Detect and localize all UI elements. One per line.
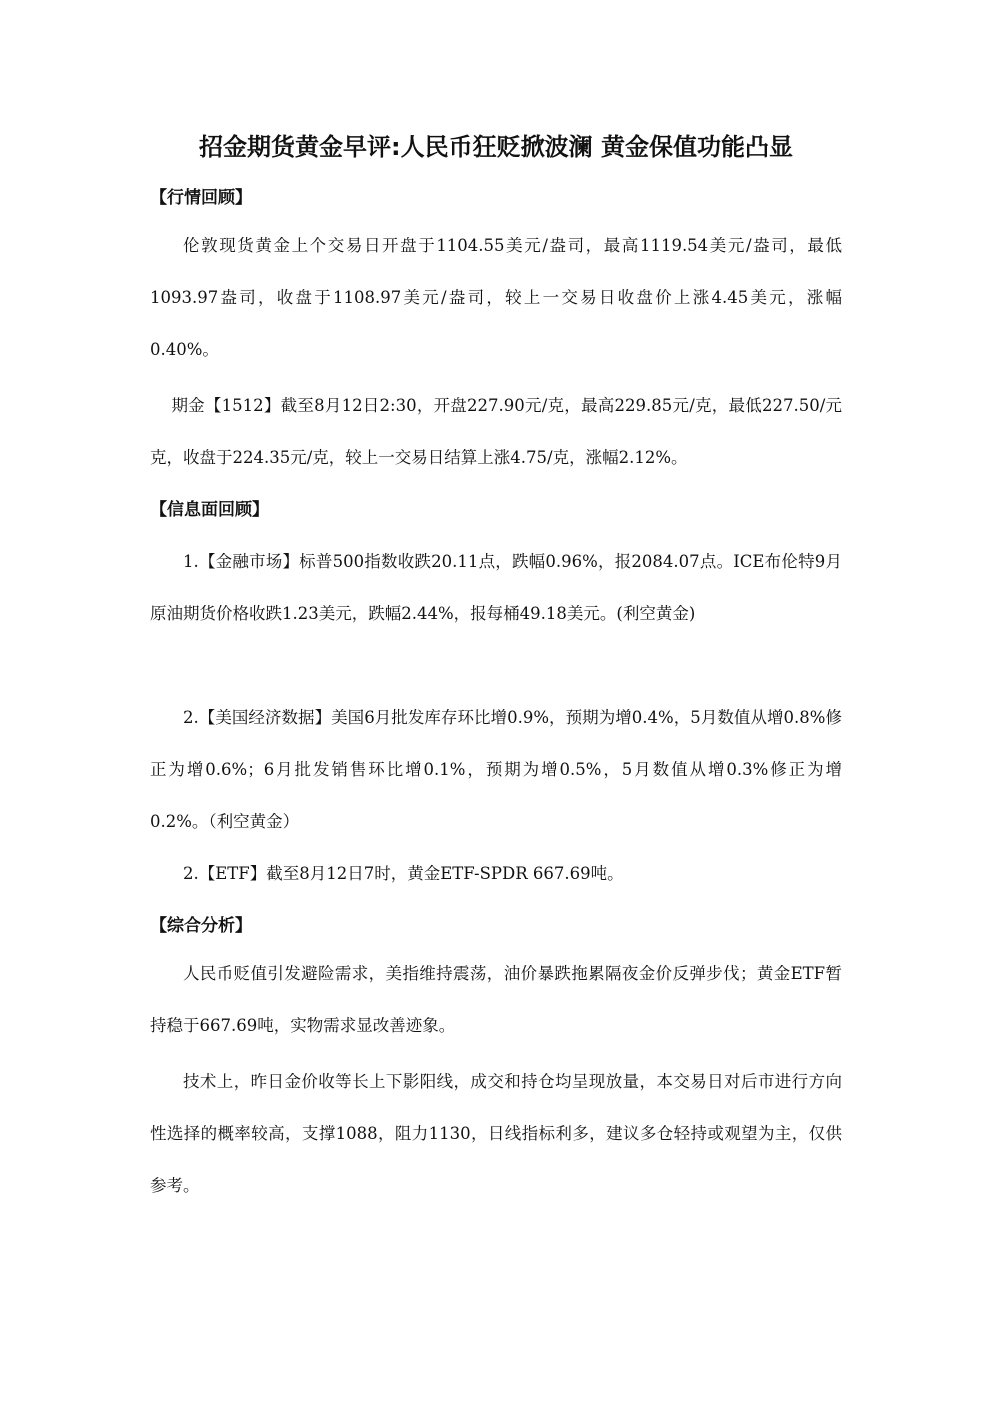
section-heading-market-review: 【行情回顾】 <box>150 188 252 208</box>
paragraph-financial-market: 1.【金融市场】标普500指数收跌20.11点，跌幅0.96%，报2084.07点。ICE布伦特9月原油期货价格收跌1.23美元，跌幅2.44%，报每桶49.18美元。(利空黄金) <box>150 552 842 623</box>
section-heading-news-review: 【信息面回顾】 <box>150 500 269 520</box>
paragraph-analysis-summary: 人民币贬值引发避险需求，美指维持震荡，油价暴跌拖累隔夜金价反弹步伐；黄金ETF暂持稳于667.69吨，实物需求显改善迹象。 <box>150 964 842 1035</box>
paragraph-london-gold: 伦敦现货黄金上个交易日开盘于1104.55美元/盎司，最高1119.54美元/盎司，最低1093.97盎司，收盘于1108.97美元/盎司，较上一交易日收盘价上涨4.45美元，涨幅0.40%。 <box>150 236 842 359</box>
paragraph-gold-futures: 期金【1512】截至8月12日2:30，开盘227.90元/克，最高229.85元/克，最低227.50/元克，收盘于224.35元/克，较上一交易日结算上涨4.75/克，涨幅2.12%。 <box>150 396 842 467</box>
paragraph-technical-analysis: 技术上，昨日金价收等长上下影阳线，成交和持仓均呈现放量，本交易日对后市进行方向性选择的概率较高，支撑1088，阻力1130，日线指标利多，建议多仓轻持或观望为主，仅供参考。 <box>150 1072 842 1195</box>
section-heading-analysis: 【综合分析】 <box>150 916 252 936</box>
paragraph-us-economic-data: 2.【美国经济数据】美国6月批发库存环比增0.9%，预期为增0.4%，5月数值从增0.8%修正为增0.6%；6月批发销售环比增0.1%，预期为增0.5%，5月数值从增0.3%修正为增0.2%。（利空黄金） <box>150 708 842 831</box>
paragraph-etf: 2.【ETF】截至8月12日7时，黄金ETF-SPDR 667.69吨。 <box>183 864 624 883</box>
document-title: 招金期货黄金早评:人民币狂贬掀波澜 黄金保值功能凸显 <box>199 133 793 161</box>
